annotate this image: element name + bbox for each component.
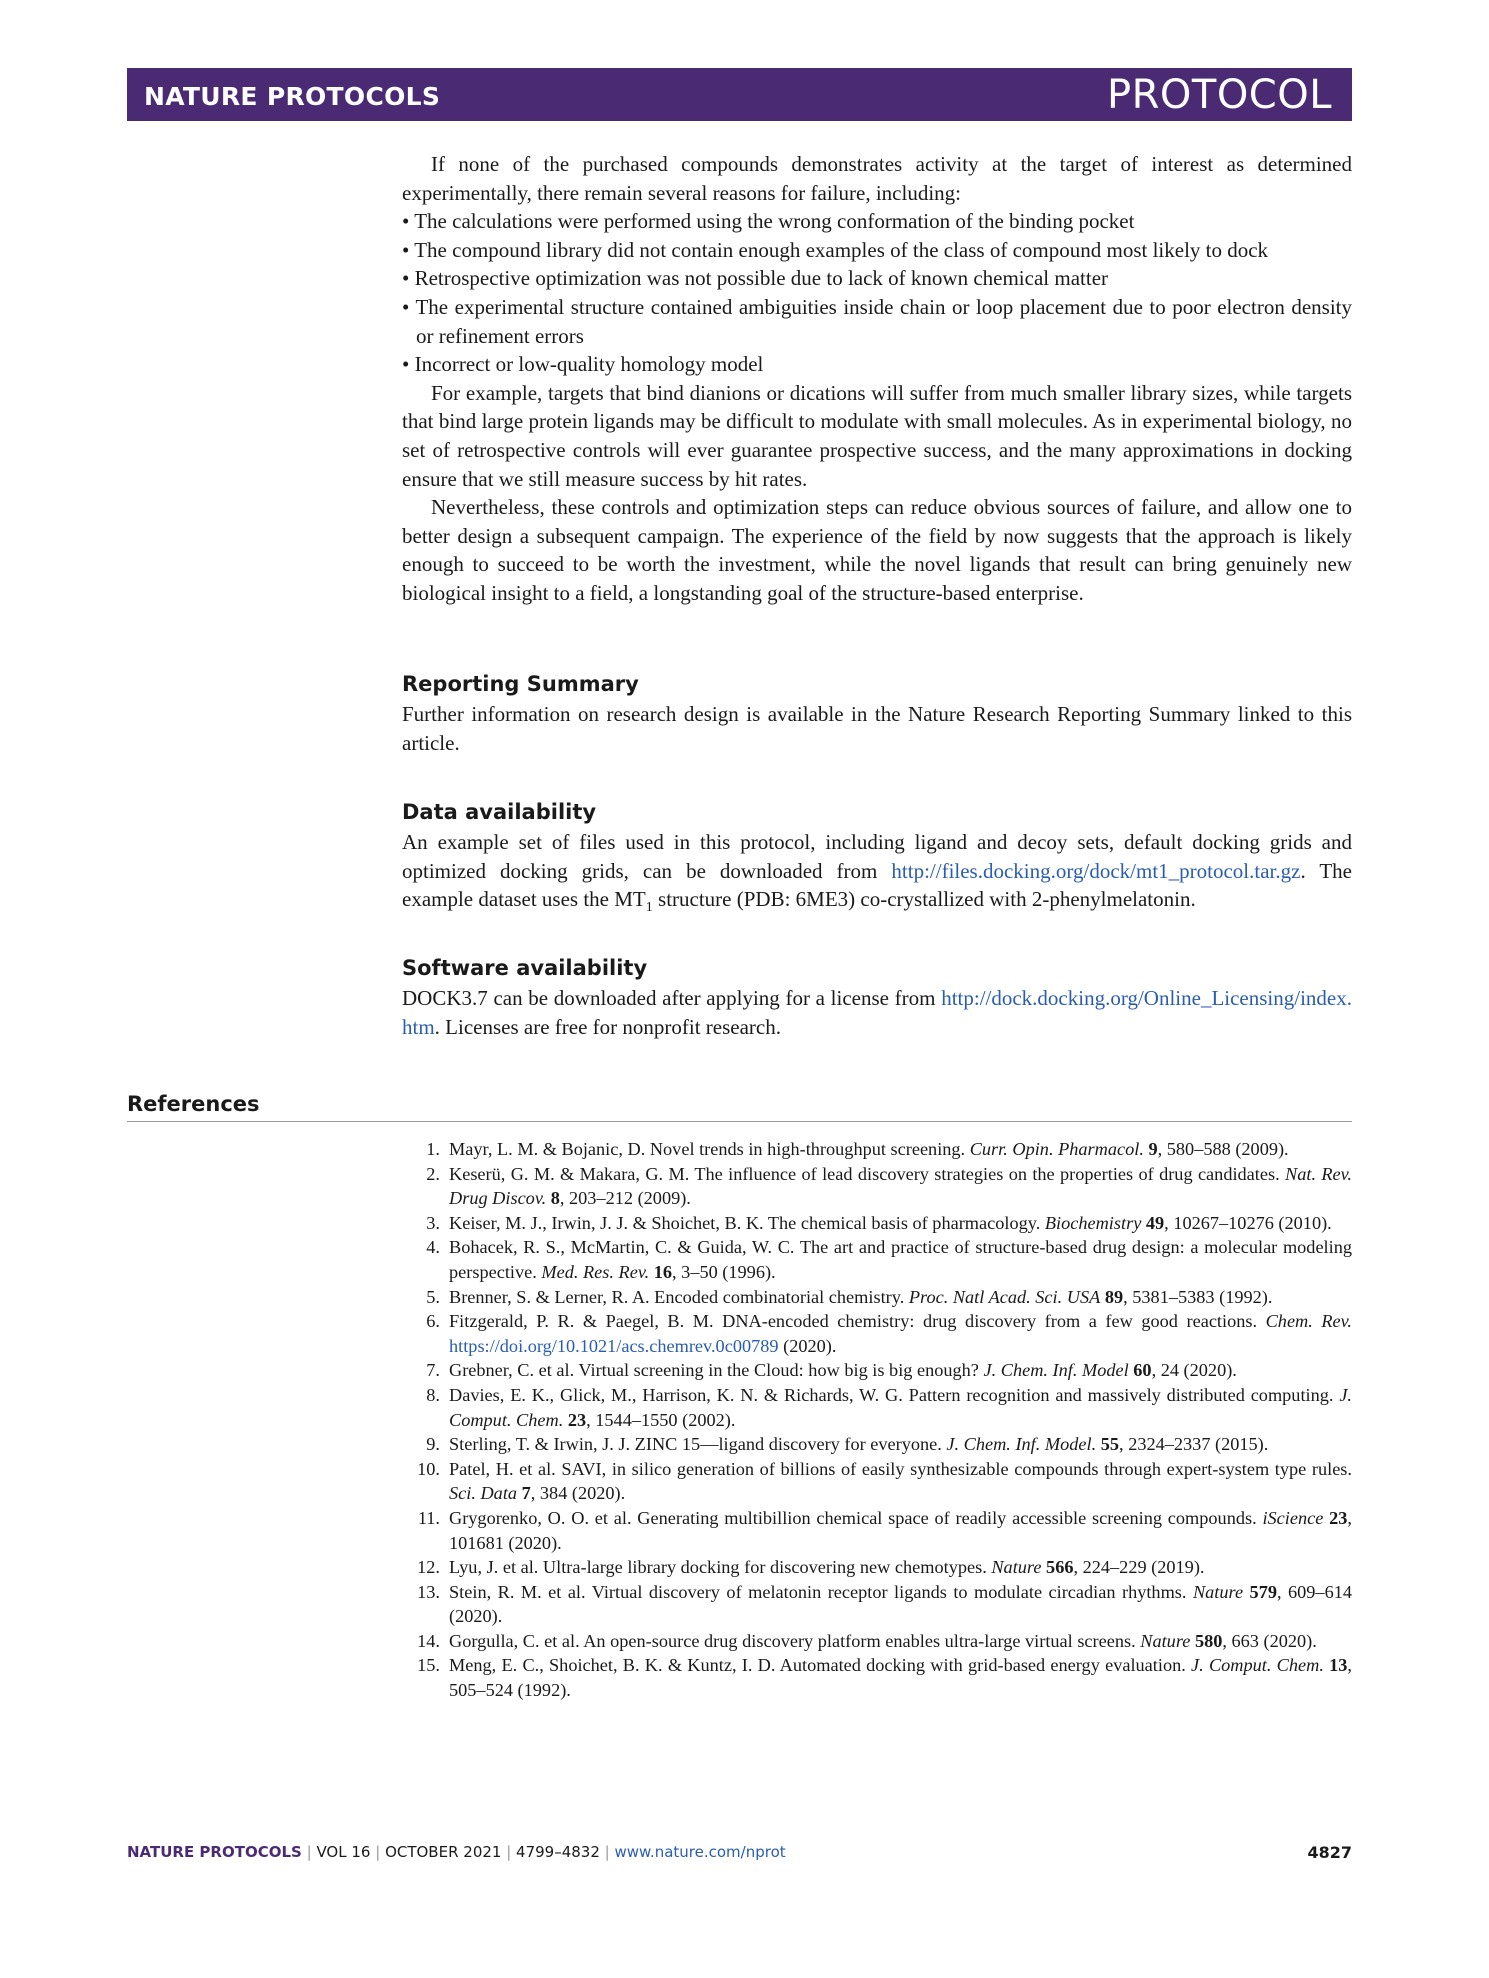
bullet-item: • The compound library did not contain enough examples of the class of compound most likely to dock xyxy=(402,237,1269,262)
reference-journal: Biochemistry xyxy=(1044,1212,1142,1233)
software-availability-paragraph: DOCK3.7 can be downloaded after applying for a license from http://dock.docking.org/Online_Licensing/index.htm. Licenses are free for nonprofit research. xyxy=(402,986,1352,1039)
reference-number: 12. xyxy=(417,1557,440,1578)
software-availability-text xyxy=(402,984,1352,1041)
reference-number: 13. xyxy=(417,1581,440,1602)
bullet-item: • The experimental structure contained ambiguities inside chain or loop placement due to poor electron density or refinement errors xyxy=(402,294,1352,348)
reference-journal: Proc. Natl Acad. Sci. USA xyxy=(908,1286,1101,1307)
reference-journal: Med. Res. Rev. xyxy=(541,1261,650,1282)
journal-header-bar xyxy=(127,68,1352,121)
reference-item: 1. Mayr, L. M. & Bojanic, D. Novel trends in high-throughput screening. Curr. Opin. Pharmacol. 9, 580–588 (2009). xyxy=(402,1137,1352,1162)
footer-date: OCTOBER 2021 xyxy=(385,1843,502,1861)
intro-paragraph-3: Nevertheless, these controls and optimization steps can reduce obvious sources of failure, and allow one to better design a subsequent campaign. The experience of the field by now suggests that the approach is likely enough to succeed to be worth the investment, while the novel ligands that result can bring genuinely new biological insight to a field, a longstanding goal of the structure-based enterprise. xyxy=(402,495,1352,605)
journal-name: NATURE PROTOCOLS xyxy=(144,82,441,111)
reference-number: 6. xyxy=(426,1311,440,1332)
intro-paragraph-1: If none of the purchased compounds demonstrates activity at the target of interest as determined experimentally, there remain several reasons for failure, including: xyxy=(402,152,1352,205)
data-download-link[interactable]: http://files.docking.org/dock/mt1_protocol.tar.gz xyxy=(891,858,1301,883)
footer-url[interactable]: www.nature.com/nprot xyxy=(614,1843,786,1861)
reference-item: 12. Lyu, J. et al. Ultra-large library docking for discovering new chemotypes. Nature 566, 224–229 (2019). xyxy=(402,1555,1352,1580)
reference-number: 2. xyxy=(426,1163,440,1184)
intro-section xyxy=(402,150,1352,608)
data-availability-heading: Data availability xyxy=(402,800,597,824)
reference-number: 5. xyxy=(426,1286,440,1307)
software-availability-heading: Software availability xyxy=(402,956,648,980)
reference-number: 15. xyxy=(417,1655,440,1676)
reference-journal: iScience xyxy=(1262,1507,1324,1528)
reference-journal: J. Comput. Chem. xyxy=(449,1384,1352,1430)
reference-number: 10. xyxy=(417,1458,440,1479)
bullet-item: • Incorrect or low-quality homology model xyxy=(402,352,764,377)
reference-item: 3. Keiser, M. J., Irwin, J. J. & Shoichet, B. K. The chemical basis of pharmacology. Biochemistry 49, 10267–10276 (2010). xyxy=(402,1211,1352,1236)
reference-item: 14. Gorgulla, C. et al. An open-source drug discovery platform enables ultra-large virtual screens. Nature 580, 663 (2020). xyxy=(402,1629,1352,1654)
reference-journal: Nature xyxy=(991,1557,1042,1578)
intro-paragraph-2: For example, targets that bind dianions or dications will suffer from much smaller library sizes, while targets that bind large protein ligands may be difficult to modulate with small molecules. As in experimental biology, no set of retrospective controls will ever guarantee prospective success, and the many approximations in docking ensure that we still measure success by hit rates. xyxy=(402,380,1352,491)
reference-journal: J. Chem. Inf. Model xyxy=(983,1360,1129,1381)
footer-pages: 4799–4832 xyxy=(516,1843,600,1861)
reference-number: 1. xyxy=(426,1139,440,1159)
reference-item: 10. Patel, H. et al. SAVI, in silico generation of billions of easily synthesizable compounds through expert-system type rules. Sci. Data 7, 384 (2020). xyxy=(402,1457,1352,1506)
reference-journal: J. Chem. Inf. Model. xyxy=(946,1434,1097,1455)
page-footer: NATURE PROTOCOLS | VOL 16 | OCTOBER 2021 | 4799–4832 | www.nature.com/nprot 4827 xyxy=(127,1843,1352,1862)
footer-journal: NATURE PROTOCOLS xyxy=(127,1843,302,1861)
references-list xyxy=(402,1137,1352,1703)
reference-journal: J. Comput. Chem. xyxy=(1191,1655,1324,1676)
reference-item: 11. Grygorenko, O. O. et al. Generating multibillion chemical space of readily accessible screening compounds. iScience 23, 101681 (2020). xyxy=(402,1506,1352,1555)
reference-journal: Chem. Rev. xyxy=(1265,1311,1352,1332)
data-availability-paragraph: An example set of files used in this protocol, including ligand and decoy sets, default docking grids and optimized docking grids, can be downloaded from http://files.docking.org/dock/mt1_protocol.tar.gz. The example dataset uses the $MT_1$ structure (PDB: 6ME3) co-crystallized with 2-phenylmelatonin. xyxy=(402,830,1352,916)
data-availability-text xyxy=(402,828,1352,923)
page-number: 4827 xyxy=(1307,1843,1352,1862)
reference-item: 13. Stein, R. M. et al. Virtual discovery of melatonin receptor ligands to modulate circadian rhythms. Nature 579, 609–614 (2020). xyxy=(402,1580,1352,1629)
bullet-item: • The calculations were performed using the wrong conformation of the binding pocket xyxy=(402,209,1135,234)
reference-number: 4. xyxy=(426,1237,440,1258)
reference-journal: Curr. Opin. Pharmacol. xyxy=(969,1139,1144,1159)
reporting-summary-text xyxy=(402,700,1352,757)
reference-item: 15. Meng, E. C., Shoichet, B. K. & Kuntz, I. D. Automated docking with grid-based energy evaluation. J. Comput. Chem. 13, 505–524 (1992). xyxy=(402,1653,1352,1702)
reference-doi-link[interactable]: https://doi.org/10.1021/acs.chemrev.0c00789 xyxy=(449,1335,779,1356)
article-type: PROTOCOL xyxy=(1106,72,1332,118)
reference-item: 5. Brenner, S. & Lerner, R. A. Encoded combinatorial chemistry. Proc. Natl Acad. Sci. USA 89, 5381–5383 (1992). xyxy=(402,1285,1352,1310)
reference-number: 14. xyxy=(417,1630,440,1651)
reference-number: 3. xyxy=(426,1212,440,1233)
reference-number: 7. xyxy=(426,1360,440,1381)
references-heading: References xyxy=(127,1092,1352,1122)
footer-volume: VOL 16 xyxy=(316,1843,371,1861)
reference-journal: Nature xyxy=(1140,1630,1191,1651)
reference-journal: Nat. Rev. Drug Discov. xyxy=(449,1163,1352,1209)
reference-item: 7. Grebner, C. et al. Virtual screening in the Cloud: how big is big enough? J. Chem. Inf. Model 60, 24 (2020). xyxy=(402,1358,1352,1383)
reference-item: 6. Fitzgerald, P. R. & Paegel, B. M. DNA-encoded chemistry: drug discovery from a few good reactions. Chem. Rev. https://doi.org/10.1021/acs.chemrev.0c00789 (2020). xyxy=(402,1309,1352,1358)
reference-item: 8. Davies, E. K., Glick, M., Harrison, K. N. & Richards, W. G. Pattern recognition and massively distributed computing. J. Comput. Chem. 23, 1544–1550 (2002). xyxy=(402,1383,1352,1432)
reference-item: 4. Bohacek, R. S., McMartin, C. & Guida, W. C. The art and practice of structure-based drug design: a molecular modeling perspective. Med. Res. Rev. 16, 3–50 (1996). xyxy=(402,1235,1352,1284)
bullet-item: • Retrospective optimization was not possible due to lack of known chemical matter xyxy=(402,266,1109,291)
reference-item: 9. Sterling, T. & Irwin, J. J. ZINC 15—ligand discovery for everyone. J. Chem. Inf. Model. 55, 2324–2337 (2015). xyxy=(402,1432,1352,1457)
reporting-summary-heading: Reporting Summary xyxy=(402,672,639,696)
reference-journal: Nature xyxy=(1192,1581,1244,1602)
software-license-link[interactable]: http://dock.docking.org/Online_Licensing/index.htm xyxy=(402,986,1352,1039)
reference-number: 9. xyxy=(426,1434,440,1455)
reference-number: 8. xyxy=(426,1384,440,1405)
reference-journal: Sci. Data xyxy=(449,1483,518,1504)
reporting-summary-paragraph: Further information on research design is available in the Nature Research Reporting Summary linked to this article. xyxy=(402,702,1352,755)
reference-number: 11. xyxy=(417,1507,440,1528)
reference-item: 2. Keserü, G. M. & Makara, G. M. The influence of lead discovery strategies on the properties of drug candidates. Nat. Rev. Drug Discov. 8, 203–212 (2009). xyxy=(402,1162,1352,1211)
